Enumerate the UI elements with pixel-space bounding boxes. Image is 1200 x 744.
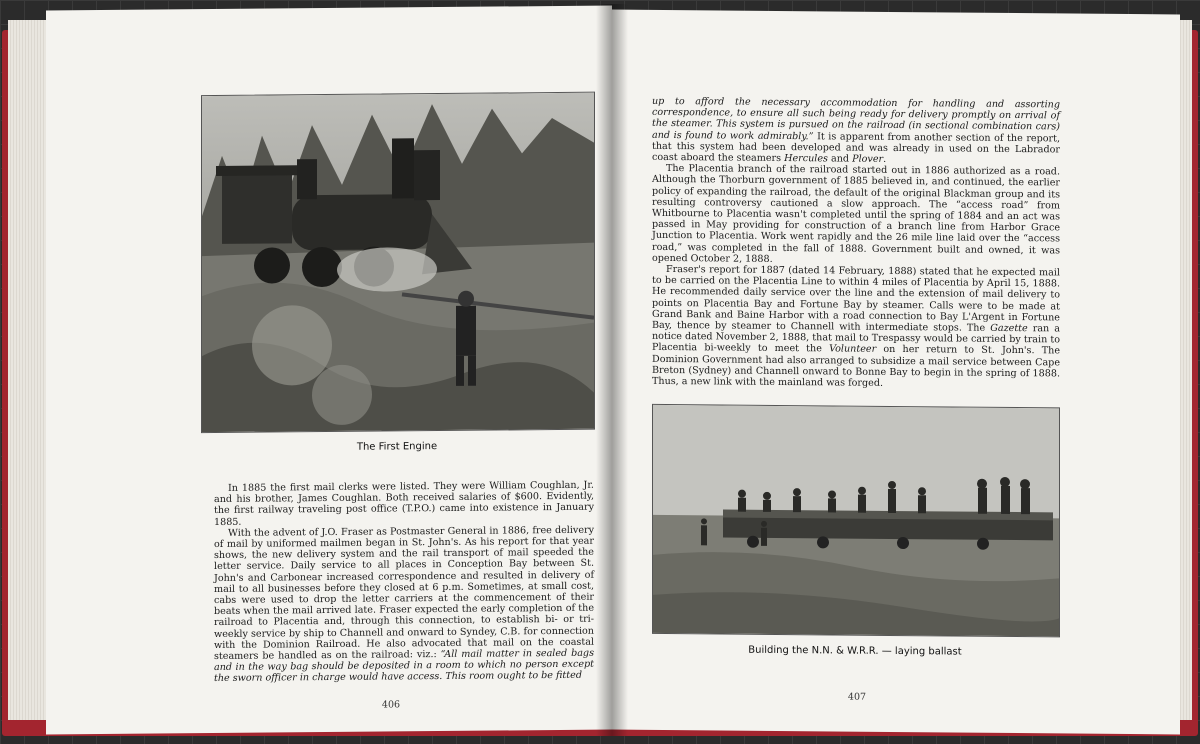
newspaper-name: Gazette [990,322,1028,335]
railcar-workers-image [653,405,1059,637]
paragraph-text: It is apparent from another section of the report, that this system had been developed and was already in used on the Labrador coast aboard the steamers [652,130,1061,165]
right-page [612,10,1180,735]
ballast-photo [652,404,1060,638]
first-engine-photo [201,92,595,433]
paragraph [214,524,594,684]
paragraph-text: ran a notice dated November 2, 1888, that mail to Trespassy would be carried by train to Placentia bi-weekly to meet the [652,323,1060,355]
period: . [883,153,887,165]
quote-continuation [652,96,1060,167]
left-page-body-text [214,480,594,685]
ballast-caption: Building the N.N. & W.R.R. — laying ballast [748,644,962,658]
paragraph [652,264,1060,391]
paragraph-text: With the advent of J.O. Fraser as Postmaster General in 1886, free delivery of mail by uniformed mailmen began in St. John's. As his report for that year shows, the new delivery system and the rail transport of mail speeded the letter service. Daily service to all places in Conception Bay between St. John's and Carbonear increased correspondence and resulted in delivery of mail to all businesses before they closed at 6 p.m. Sometimes, at small cost, cabs were used to drop the letter carriers at the commencement of their beats when the mail arrived late. Fraser expected the early completion of the railroad to Placentia and, through this connection, to establish bi- or tri- weekly service by ship to Channell and onward to Syndey, C.B. for connection with the Dominion Railroad. He also advocated that mail on the coastal steamers be handled as on the railroad: viz.: [214,524,594,663]
right-page-body-text [652,96,1060,391]
paragraph-text: on her return to St. John's. The Dominion Government had also arranged to subsidize a mail service between Cape Breton (Sydney) and Channell onward to Bonne Bay to begin in the spring of 1888. Thus, a new link with the mainland was forged. [652,344,1060,389]
quote-text: up to afford the necessary accommodation for handling and assorting correspondence, to ensure all such being ready for delivery promptly on arrival of the steamer. This system is pursued on the railroad (in sectional combination cars) and is found to work admirably.” [652,95,1060,142]
steam-locomotive-image [202,93,594,432]
page-number-right: 407 [847,691,867,703]
paragraph: The Placentia branch of the railroad started out in 1886 authorized as a road. Although the Thorburn government of 1885 believed in, and continued, the earlier policy of expanding the railroad, the default of the original Blackman group and its resulting controversy cautioned a slow approach. The “access road” from Whitbourne to Placentia wasn't completed until the spring of 1884 and an act was passed in May providing for construction of a branch line from Harbor Grace Junction to Placentia. Work went rapidly and the 26 mile line laid over the “access road,” was completed in the fall of 1888. Government built and owned, it was opened October 2, 1888. [652,163,1060,265]
paragraph-text: Fraser's report for 1887 (dated 14 February, 1888) stated that he expected mail to be carried on the Placentia Line to within 4 miles of Placentia by April 15, 1888. He recommended daily service over the line and the extension of mail delivery to points on Placentia Bay and Fortune Bay by steamer. Calls were to be made at Grand Bank and Baine Harbor with a road connection to Bay L'Argent in Fortune Bay, thence by steamer to Channell with intermediate stops. The [652,264,1060,334]
ship-name: Hercules [784,153,828,165]
quote-text: “All mail matter in sealed bags and in the way bag should be deposited in a room to which no person except the sworn officer in charge would have access. This room ought to be fitted [214,647,595,685]
book-gutter [596,4,628,736]
ship-name: Volunteer [829,343,877,356]
paragraph: In 1885 the first mail clerks were listed. They were William Coughlan, Jr. and his brother, James Coughlan. Both received salaries of $600. Evidently, the first railway traveling post office (T.P.O.) came into existence in January 1885. [214,479,594,528]
first-engine-caption: The First Engine [356,441,438,453]
conjunction: and [827,153,853,165]
left-page [46,6,612,735]
page-number-left: 406 [381,699,401,711]
ship-name: Plover [852,153,884,165]
